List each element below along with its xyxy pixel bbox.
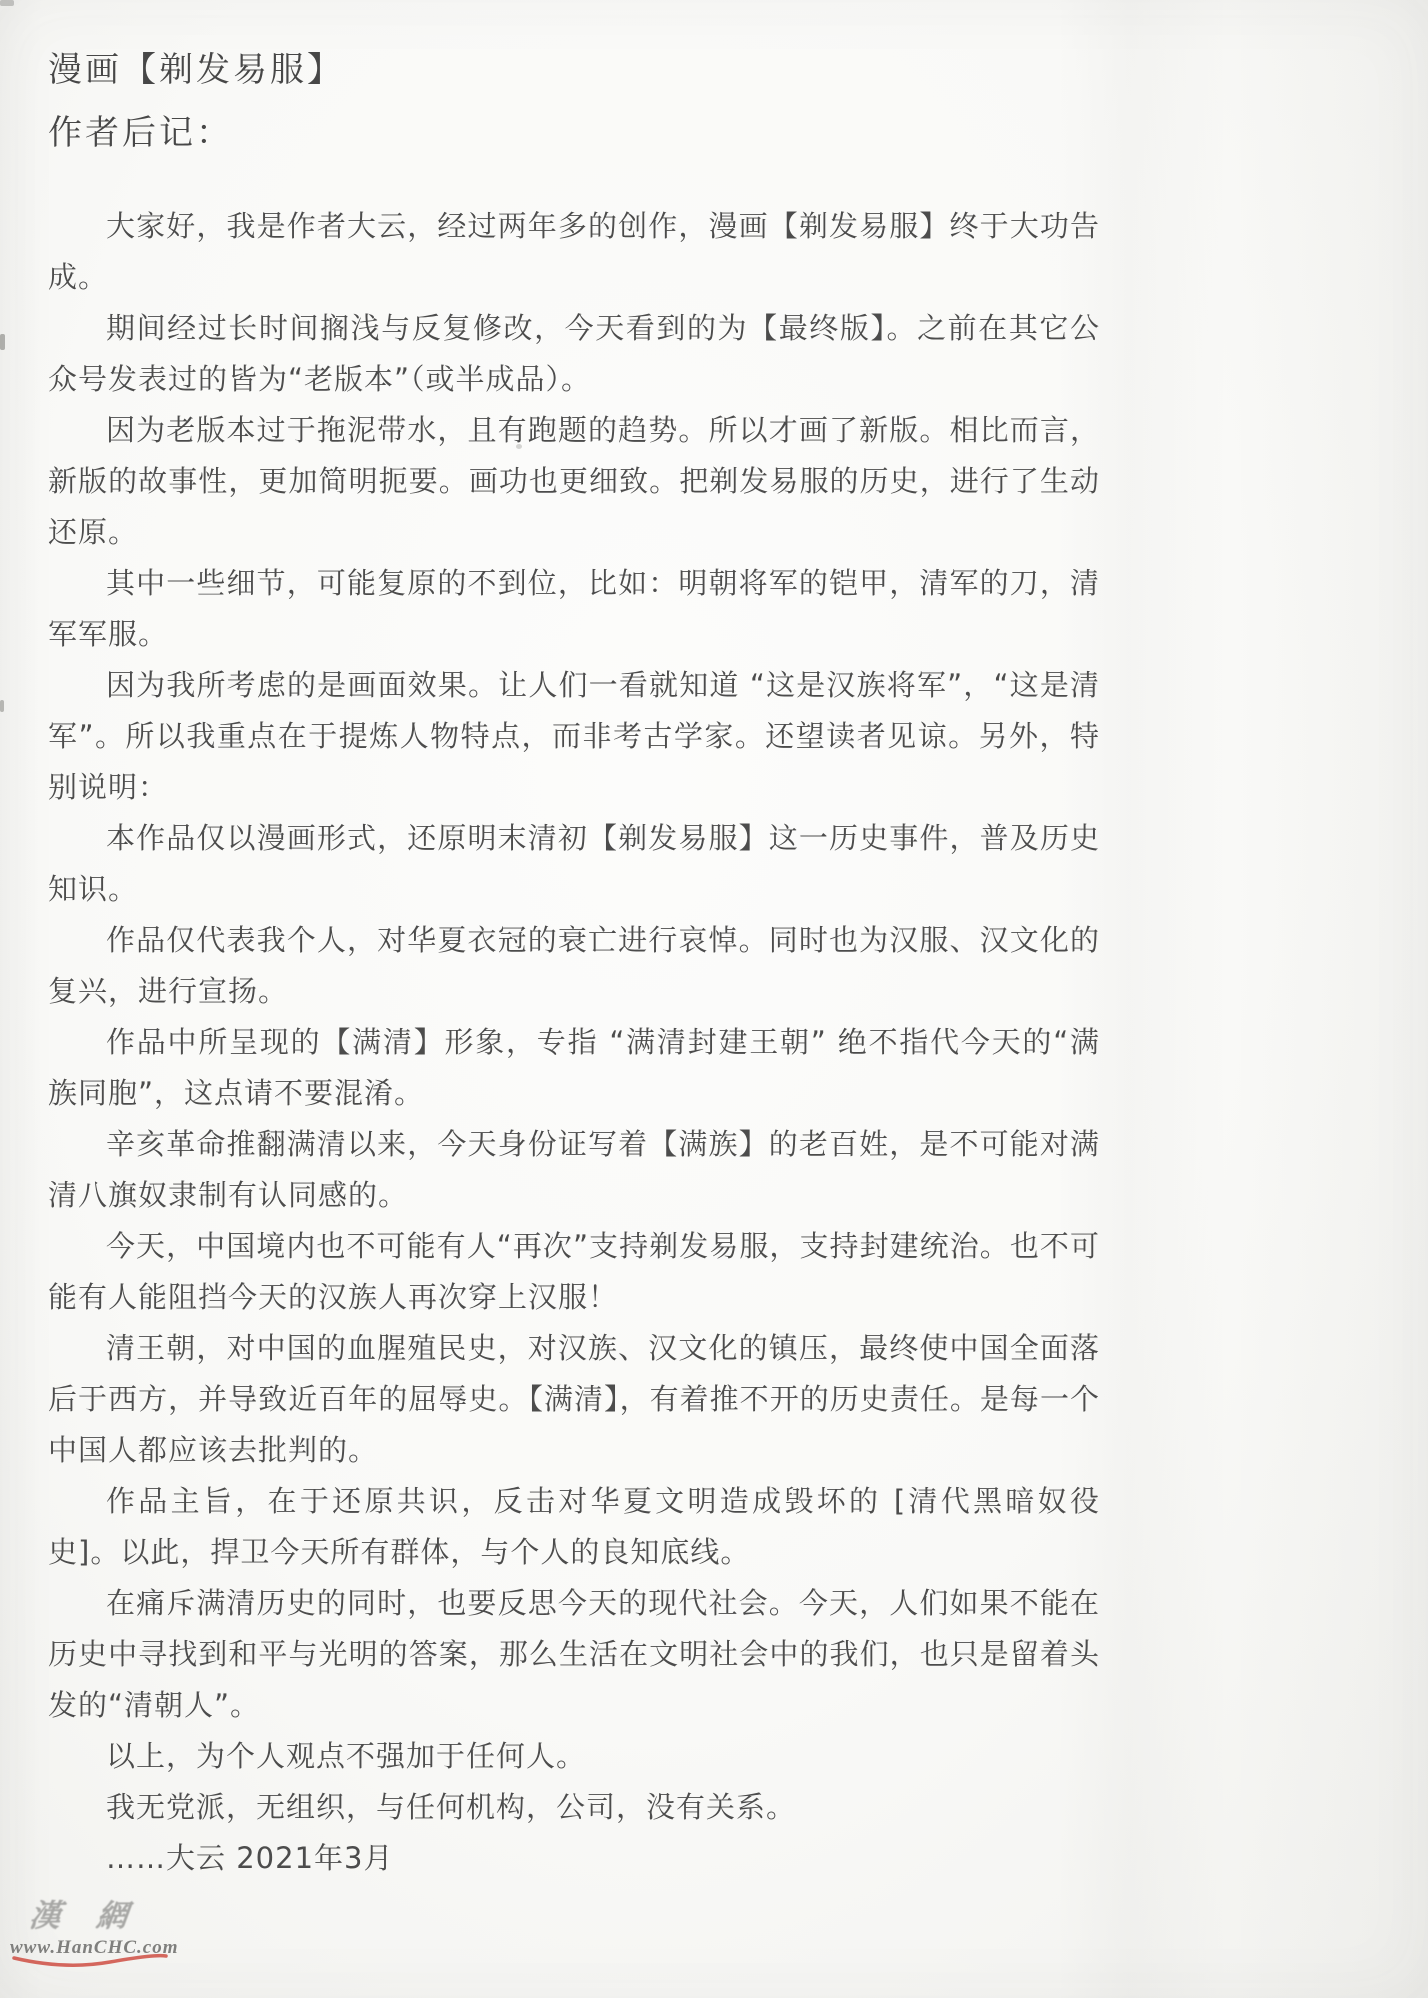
paragraph: 作品主旨，在于还原共识，反击对华夏文明造成毁坏的 [清代黑暗奴役史]。以此，捍卫今天所有群体，与个人的良知底线。	[48, 1484, 1100, 1570]
scan-artifact	[0, 700, 4, 712]
watermark	[10, 1890, 230, 1967]
paragraph: 以上，为个人观点不强加于任何人。	[106, 1739, 587, 1774]
paragraph: 本作品仅以漫画形式，还原明末清初【剃发易服】这一历史事件，普及历史知识。	[48, 821, 1100, 907]
paragraph: 因为老版本过于拖泥带水，且有跑题的趋势。所以才画了新版。相比而言，新版的故事性，更加简明扼要。画功也更细致。把剃发易服的历史，进行了生动还原。	[48, 413, 1100, 550]
watermark-logo: 漢網	[27, 1898, 166, 1934]
paragraph: 作品仅代表我个人，对华夏衣冠的衰亡进行哀悼。同时也为汉服、汉文化的复兴，进行宣扬。	[48, 923, 1100, 1009]
paragraph: 作品中所呈现的【满清】形象，专指 “满清封建王朝” 绝不指代今天的“满族同胞”，这点请不要混淆。	[48, 1025, 1100, 1111]
signature-line: ……大云 2021年3月	[106, 1841, 394, 1876]
paragraph: 清王朝，对中国的血腥殖民史，对汉族、汉文化的镇压，最终使中国全面落后于西方，并导致近百年的屈辱史。【满清】，有着推不开的历史责任。是每一个中国人都应该去批判的。	[48, 1331, 1100, 1468]
page-title: 漫画【剃发易服】	[48, 50, 344, 90]
paragraph: 期间经过长时间搁浅与反复修改，今天看到的为【最终版】。之前在其它公众号发表过的皆为“老版本”（或半成品）。	[48, 311, 1100, 397]
paragraph: 辛亥革命推翻满清以来，今天身份证写着【满族】的老百姓，是不可能对满清八旗奴隶制有认同感的。	[48, 1127, 1100, 1213]
paragraph: 大家好，我是作者大云，经过两年多的创作，漫画【剃发易服】终于大功告成。	[48, 209, 1100, 295]
paragraph: 其中一些细节，可能复原的不到位，比如：明朝将军的铠甲，清军的刀，清军军服。	[48, 566, 1100, 652]
afterword-text	[48, 201, 1100, 1884]
page-subtitle: 作者后记：	[48, 112, 233, 153]
scan-artifact	[0, 334, 5, 350]
paragraph: 我无党派，无组织，与任何机构，公司，没有关系。	[106, 1790, 797, 1825]
scan-artifact	[516, 444, 522, 449]
paragraph: 因为我所考虑的是画面效果。让人们一看就知道 “这是汉族将军”，“这是清军”。所以我重点在于提炼人物特点，而非考古学家。还望读者见谅。另外，特别说明：	[48, 668, 1100, 805]
paragraph: 在痛斥满清历史的同时，也要反思今天的现代社会。今天，人们如果不能在历史中寻找到和平与光明的答案，那么生活在文明社会中的我们，也只是留着头发的“清朝人”。	[48, 1586, 1100, 1723]
scan-artifact	[0, 0, 14, 6]
watermark-underline-icon	[10, 1953, 170, 1971]
paragraph: 今天，中国境内也不可能有人“再次”支持剃发易服，支持封建统治。也不可能有人能阻挡今天的汉族人再次穿上汉服！	[48, 1229, 1100, 1315]
watermark-url: www.HanCHC.com	[10, 1937, 179, 1958]
document-body	[48, 44, 1104, 1884]
